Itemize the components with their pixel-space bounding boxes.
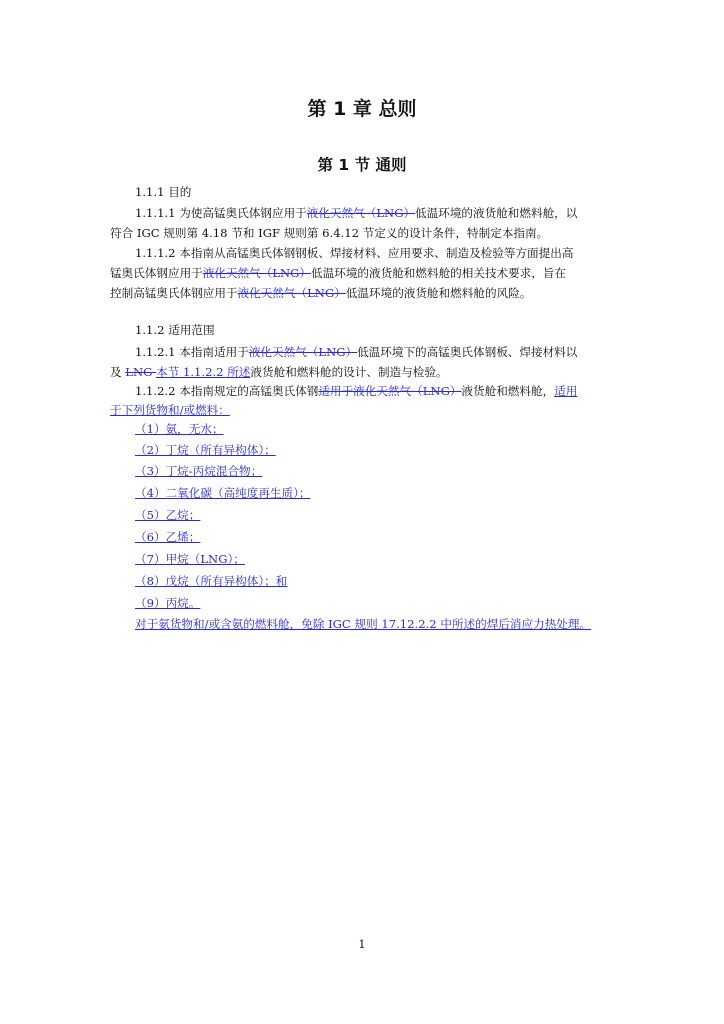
deleted-text: 液化天然气（LNG） (248, 345, 358, 359)
paragraph-1-1-1-2-line1: 1.1.1.2 本指南从高锰奥氏体钢钢板、焊接材料、应用要求、制造及检验等方面提出高 (135, 246, 574, 260)
text: 控制高锰奥氏体钢应用于 (110, 286, 238, 300)
text: 低温环境下的高锰奥氏体钢板、焊接材料以 (357, 345, 578, 359)
text: 1.1.2.1 本指南适用于 (135, 345, 249, 359)
subsection-title: 目的 (168, 185, 192, 199)
paragraph-1-1-2-2-line2 (110, 402, 615, 418)
cargo-list-item: （9）丙烷。 (135, 596, 201, 610)
paragraph-1-1-1-1-line2: 符合 IGC 规则第 4.18 节和 IGF 规则第 6.4.12 节定义的设计条件，特制定本指南。 (110, 226, 549, 240)
paragraph-1-1-1-2-line2 (110, 265, 615, 281)
deleted-text: 适用于液化天然气（LNG） (318, 384, 462, 398)
cargo-list-item: （6）乙烯； (135, 530, 201, 544)
cargo-list-item: （5）乙烷； (135, 508, 201, 522)
paragraph-1-1-2-1-line2 (110, 364, 615, 380)
text: 1.1.2.2 本指南规定的高锰奥氏体钢 (135, 384, 319, 398)
text: 低温环境的液货舱和燃料舱的风险。 (345, 286, 532, 300)
inserted-text: 适用 (554, 384, 578, 398)
chapter-title: 第 1 章 总则 (307, 98, 417, 120)
deleted-text: 液化天然气（LNG） (202, 266, 312, 280)
inserted-text: 对于氨货物和/或含氨的燃料舱，免除 IGC 规则 17.12.2.2 中所述的焊后消应力热处理。 (135, 617, 592, 631)
subsection-title: 适用范围 (168, 323, 215, 337)
subsection-heading-1-1-1 (110, 184, 615, 200)
page-number: 1 (358, 938, 366, 951)
cargo-list-item: （3）丁烷-丙烷混合物； (135, 464, 263, 478)
subsection-number: 1.1.1 (135, 185, 165, 199)
inserted-text: 本节 1.1.2.2 所述 (156, 365, 251, 379)
deleted-text: LNG (125, 365, 157, 379)
text: 及 (110, 365, 122, 379)
cargo-list-item: （4）二氧化碳（高纯度再生质）； (135, 486, 311, 500)
text: 液货舱和燃料舱的设计、制造与检验。 (250, 365, 448, 379)
text: 低温环境的液货舱和燃料舱，以 (415, 206, 578, 220)
paragraph-1-1-1-1-line1 (110, 205, 615, 221)
text: 1.1.1.1 为使高锰奥氏体钢应用于 (135, 206, 307, 220)
text: 液货舱和燃料舱， (461, 384, 555, 398)
paragraph-1-1-2-1-line1 (110, 344, 615, 360)
paragraph-1-1-1-2-line3 (110, 285, 615, 301)
section-title: 第 1 节 通则 (317, 156, 407, 174)
cargo-list-item: （1）氨，无水； (135, 422, 224, 436)
cargo-list-item: （8）戊烷（所有异构体）；和 (135, 574, 288, 588)
cargo-list-item: （2）丁烷（所有异构体）； (135, 443, 276, 457)
text: 低温环境的液货舱和燃料舱的相关技术要求，旨在 (311, 266, 567, 280)
subsection-number: 1.1.2 (135, 323, 165, 337)
deleted-text: 液化天然气（LNG） (237, 286, 346, 300)
inserted-text: 于下列货物和/或燃料： (110, 403, 230, 417)
paragraph-1-1-2-2-line1 (110, 383, 615, 399)
deleted-text: 液化天然气（LNG） (306, 206, 416, 220)
cargo-list-item: （7）甲烷（LNG）； (135, 552, 245, 566)
final-note (110, 616, 615, 632)
text: 锰奥氏体钢应用于 (110, 266, 203, 280)
subsection-heading-1-1-2 (110, 322, 615, 338)
